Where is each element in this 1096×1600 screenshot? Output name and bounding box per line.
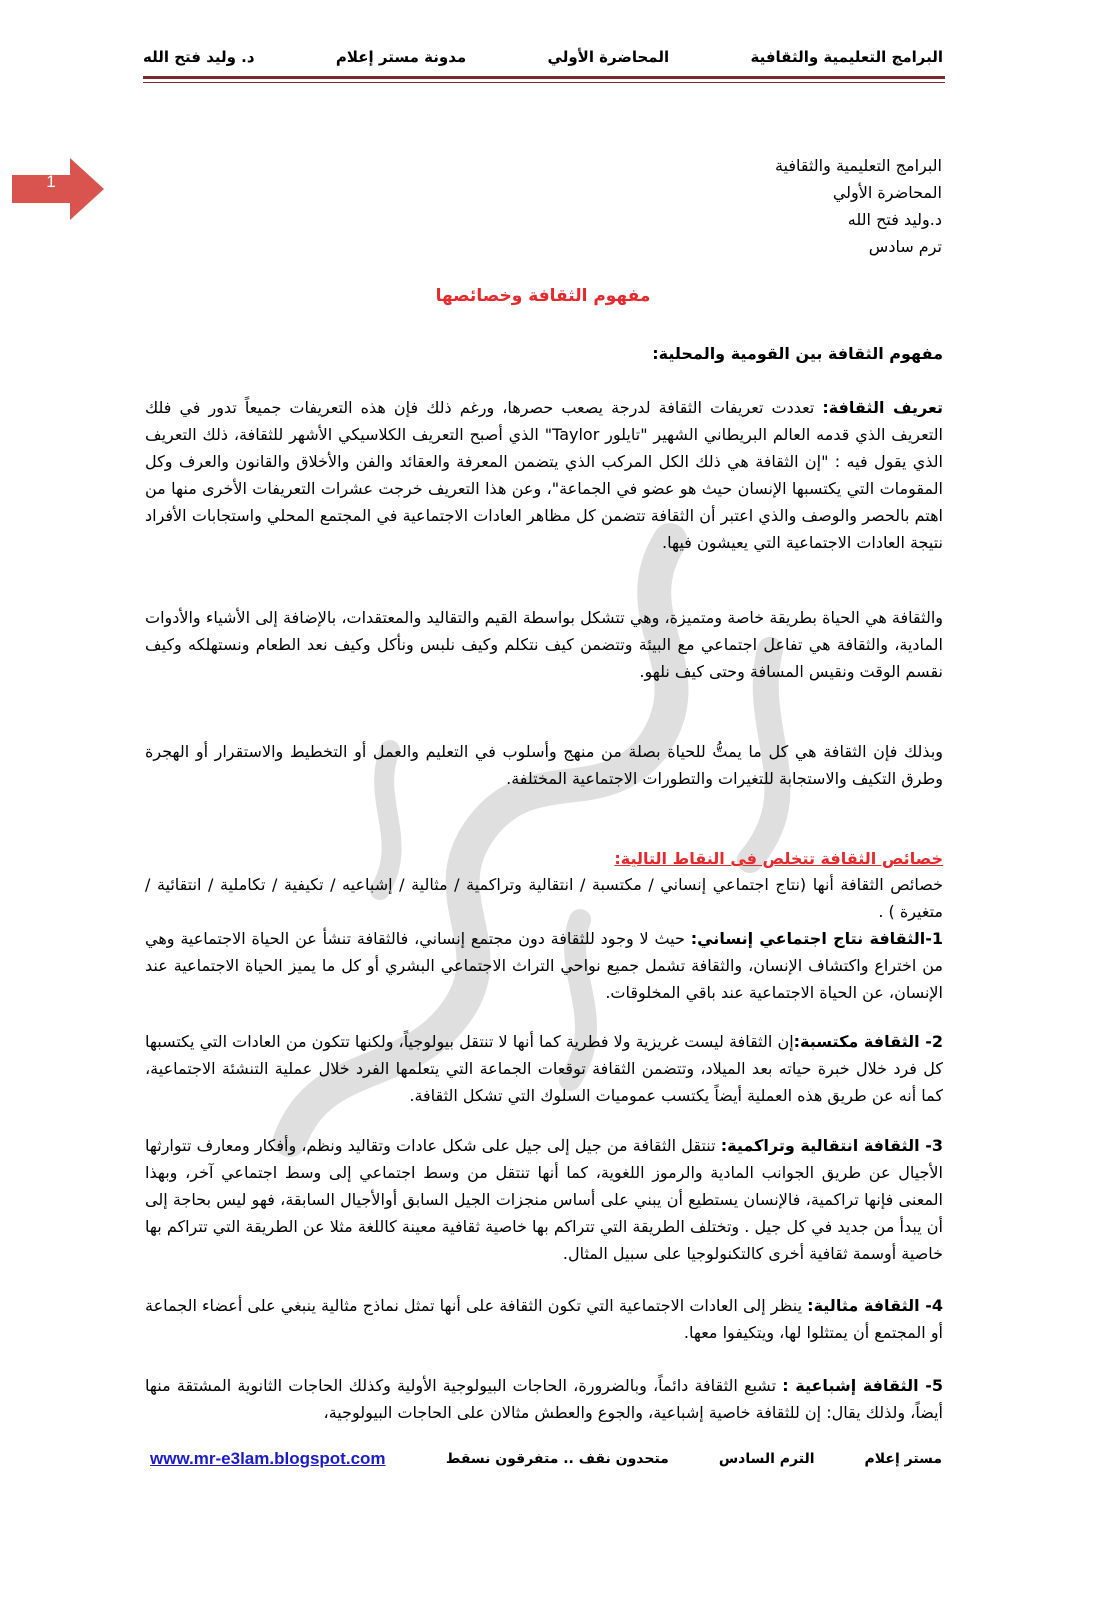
characteristics-intro: خصائص الثقافة أنها (نتاج اجتماعي إنساني / مكتسبة / انتقالية وتراكمية / مثالية / إشباعيه / تكيفية / تكاملية / انتقائية / متغيرة ) .	[145, 875, 943, 921]
header-author: د. وليد فتح الله	[143, 48, 255, 66]
item-text: ينظر إلى العادات الاجتماعية التي تكون الثقافة على أنها تمثل نماذج مثالية ينبغي على أعضاء الجماعة أو المجتمع أن يمتثلوا لها، ويتكيفوا معها.	[145, 1296, 943, 1342]
item-lead: الثقافة مكتسبة:	[793, 1032, 926, 1051]
characteristic-item-2	[145, 1028, 943, 1109]
item-lead: الثقافة نتاج اجتماعي إنساني:	[690, 929, 926, 948]
item-lead: الثقافة مثالية:	[807, 1296, 926, 1315]
meta-term: ترم سادس	[868, 237, 942, 256]
header-rule-thick	[143, 76, 945, 79]
item-text: حيث لا وجود للثقافة دون مجتمع إنساني، فالثقافة تنشأ عن الحياة الاجتماعية وهي من اختراع واكتشاف الإنسان، والثقافة تشمل جميع نواحي التراث الاجتماعي البشري أو كل ما يميز الحياة الاجتماعية عند الإنسان، عن الحياة الاجتماعية عند باقي المخلوقات.	[145, 929, 943, 1002]
section-heading-concept: مفهوم الثقافة بين القومية والمحلية:	[652, 344, 943, 363]
item-number: 3-	[925, 1136, 943, 1155]
characteristic-item-4	[145, 1292, 943, 1346]
meta-course: البرامج التعليمية والثقافية	[774, 156, 942, 175]
item-lead: الثقافة انتقالية وتراكمية:	[720, 1136, 926, 1155]
footer-website-link[interactable]: www.mr-e3lam.blogspot.com	[150, 1449, 386, 1468]
document-meta	[600, 152, 942, 260]
item-text: تنتقل الثقافة من جيل إلى جيل على شكل عادات وتقاليد ونظم، وأفكار ومعارف تتوارثها الأجيال عن طريق الجوانب المادية والرموز اللغوية، كما أنها تنتقل من وسط اجتماعي إلى وسط اجتماعي آخر، وبهذا المعنى فإنها تراكمية، فالإنسان يستطيع أن يبني على أساس منجزات الجيل السابق أوالأجيال السابقة، فهو ليس بحاجة إلى أن يبدأ من جديد في كل جيل . وتختلف الطريقة التي تتراكم بها خاصية ثقافية معينة كاللغة مثلا عن الطريقة التي تتراكم بها خاصية أوسمة ثقافية أخرى كالتكنولوجيا على سبيل المثال.	[145, 1136, 943, 1263]
item-number: 1-	[925, 929, 943, 948]
item-number: 5-	[925, 1376, 944, 1395]
footer-slogan: متحدون نقف .. متفرقون نسقط	[445, 1451, 669, 1467]
header-lecture: المحاضرة الأولي	[547, 48, 670, 66]
header-course: البرامج التعليمية والثقافية	[750, 48, 943, 66]
footer-term: الترم السادس	[718, 1451, 815, 1467]
item-number: 2-	[925, 1032, 943, 1051]
definition-text: تعددت تعريفات الثقافة لدرجة يصعب حصرها، ورغم ذلك فإن هذه التعريفات جميعاً تدور في فلك التعريف الذي قدمه العالم البريطاني الشهير "تايلور Taylor" الذي أصبح التعريف الكلاسيكي الأشهر للثقافة، ذلك التعريف الذي يقول فيه : "إن الثقافة هي ذلك الكل المركب الذي يتضمن المعرفة والعقائد والفن والأخلاق والقانون والعرف وكل المقومات التي يكتسبها الإنسان حيث هو عضو في الجماعة"، وعن هذا التعريف خرجت عشرات التعريفات الأخرى منها من اهتم بالحصر والوصف والذي اعتبر أن الثقافة تتضمن كل مظاهر العادات الاجتماعية في المجتمع المحلي واستجابات الأفراد نتيجة العادات الاجتماعية التي يعيشون فيها.	[145, 398, 944, 552]
paragraph-3: وبذلك فإن الثقافة هي كل ما يمتُّ للحياة بصلة من منهج وأسلوب في التعليم والعمل أو التخطيط والاستقرار أو الهجرة وطرق التكيف والاستجابة للتغيرات والتطورات الاجتماعية المختلفة.	[145, 742, 943, 788]
document-title: مفهوم الثقافة وخصائصها	[435, 286, 651, 306]
header-blog: مدونة مستر إعلام	[335, 48, 467, 66]
item-lead: الثقافة إشباعية :	[782, 1376, 926, 1395]
characteristic-item-3	[145, 1132, 943, 1267]
item-text: إن الثقافة ليست غريزية ولا فطرية كما أنها لا تنتقل بيولوجياً، ولكنها تتكون من العادات التي يكتسبها كل فرد خلال خبرة حياته بعد الميلاد، وتتضمن الثقافة توقعات الجماعة التي يتعلمها الفرد خلال عملية التنشئة الاجتماعية، كما أنه عن طريق هذه العملية أيضاً يكتسب عموميات السلوك التي تشكل الثقافة.	[145, 1032, 943, 1105]
item-number: 4-	[925, 1296, 944, 1315]
page-footer	[150, 1444, 942, 1474]
meta-author: د.وليد فتح الله	[847, 210, 942, 229]
item-text: تشبع الثقافة دائماً، وبالضرورة، الحاجات البيولوجية الأولية وكذلك الحاجات الثانوية المشتقة منها أيضاً، ولذلك يقال: إن للثقافة خاصية إشباعية، والجوع والعطش مثالان على الحاجات البيولوجية،	[145, 1376, 943, 1422]
page-header	[143, 40, 943, 74]
characteristic-item-5	[145, 1372, 943, 1426]
header-rule-thin	[143, 82, 945, 83]
paragraph-2: والثقافة هي الحياة بطريقة خاصة ومتميزة، وهي تتشكل بواسطة القيم والتقاليد والمعتقدات، بالإضافة إلى الأشياء والأدوات المادية، والثقافة هي تفاعل اجتماعي مع البيئة وتتضمن كيف نتكلم وكيف نلبس ونأكل وكيف نعد الطعام ونستهلكه وكيف نقسم الوقت ونقيس المسافة وحتى كيف نلهو.	[145, 608, 943, 681]
meta-lecture: المحاضرة الأولي	[832, 183, 942, 202]
footer-brand: مستر إعلام	[864, 1451, 942, 1467]
definition-paragraph	[145, 394, 943, 556]
section-heading-characteristics: خصائص الثقافة تتخلص فى النقاط التالية:	[614, 849, 943, 868]
page-number: 1	[46, 172, 56, 191]
characteristic-item-1	[145, 925, 943, 1006]
definition-lead: تعريف الثقافة:	[822, 398, 944, 417]
